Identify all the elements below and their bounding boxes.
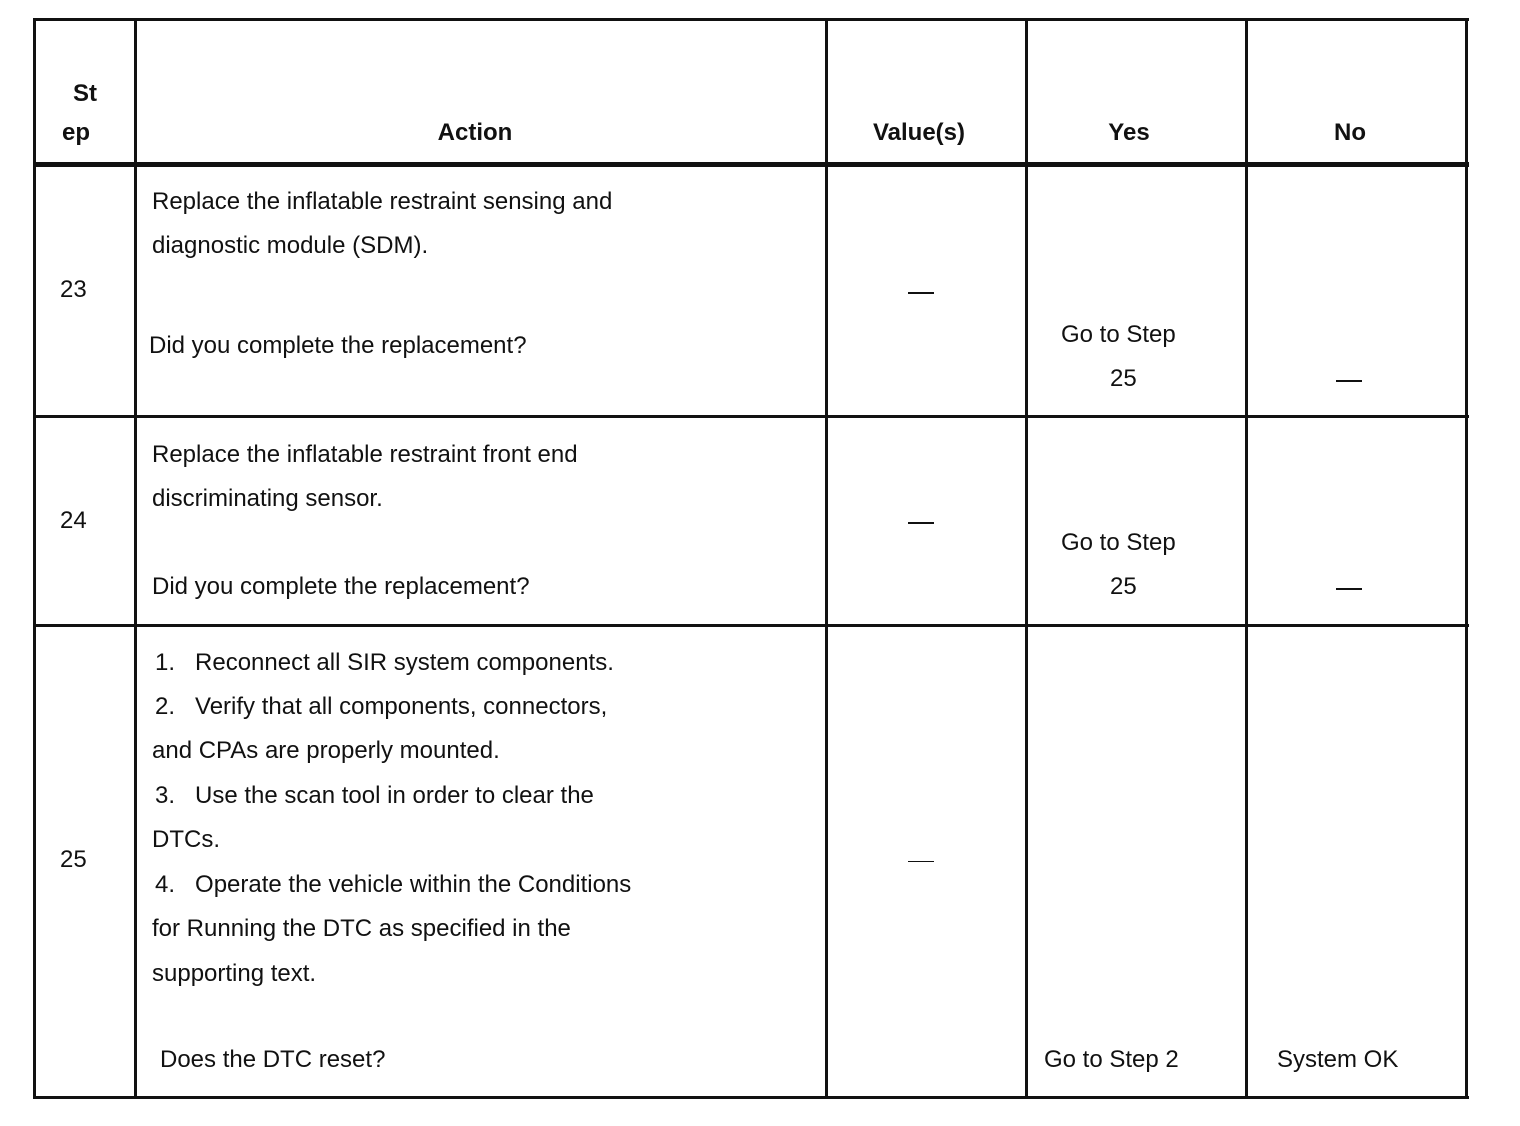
- row-23-bottom-border: [33, 415, 1469, 418]
- yes-line: Go to Step 2: [1044, 1046, 1179, 1073]
- value-dash: [908, 522, 934, 524]
- action-line: Replace the inflatable restraint front end: [152, 441, 578, 468]
- action-line: 1. Reconnect all SIR system components.: [155, 649, 614, 676]
- action-question: Did you complete the replacement?: [152, 573, 530, 600]
- header-no: No: [1334, 119, 1366, 146]
- header-step-line2: ep: [61, 119, 90, 146]
- action-line: for Running the DTC as specified in the: [152, 915, 571, 942]
- yes-column-divider: [1245, 18, 1248, 1099]
- value-dash: [908, 861, 934, 862]
- action-line: Replace the inflatable restraint sensing and: [152, 188, 613, 215]
- yes-line: 25: [1110, 573, 1137, 600]
- row-24-bottom-border: [33, 624, 1469, 627]
- action-line: diagnostic module (SDM).: [152, 232, 429, 259]
- no-dash: [1336, 380, 1362, 382]
- action-column-divider: [825, 18, 828, 1099]
- header-step-line1: St: [73, 80, 97, 107]
- action-line: and CPAs are properly mounted.: [152, 737, 500, 764]
- table-right-border: [1465, 18, 1468, 1099]
- yes-line: Go to Step: [1061, 529, 1176, 556]
- header-bottom-border: [33, 162, 1469, 167]
- step-column-divider: [134, 18, 137, 1099]
- table-bottom-border: [33, 1096, 1469, 1099]
- values-column-divider: [1025, 18, 1028, 1099]
- no-dash: [1336, 588, 1362, 590]
- action-question: Does the DTC reset?: [160, 1046, 386, 1073]
- yes-line: 25: [1110, 365, 1137, 392]
- action-line: discriminating sensor.: [152, 485, 383, 512]
- table-left-border: [33, 18, 36, 1099]
- header-action: Action: [437, 119, 513, 146]
- yes-line: Go to Step: [1061, 321, 1176, 348]
- step-number: 25: [60, 846, 87, 873]
- action-line: 3. Use the scan tool in order to clear the: [155, 782, 594, 809]
- table-top-border: [33, 18, 1469, 21]
- value-dash: [908, 292, 934, 294]
- header-values: Value(s): [872, 119, 966, 146]
- action-question: Did you complete the replacement?: [149, 332, 527, 359]
- header-yes: Yes: [1108, 119, 1150, 146]
- step-number: 23: [60, 276, 87, 303]
- step-number: 24: [60, 507, 87, 534]
- no-result: System OK: [1277, 1046, 1399, 1073]
- action-line: supporting text.: [152, 960, 317, 987]
- action-line: 4. Operate the vehicle within the Conditions: [155, 871, 632, 898]
- action-line: 2. Verify that all components, connectors,: [155, 693, 608, 720]
- action-line: DTCs.: [152, 826, 220, 853]
